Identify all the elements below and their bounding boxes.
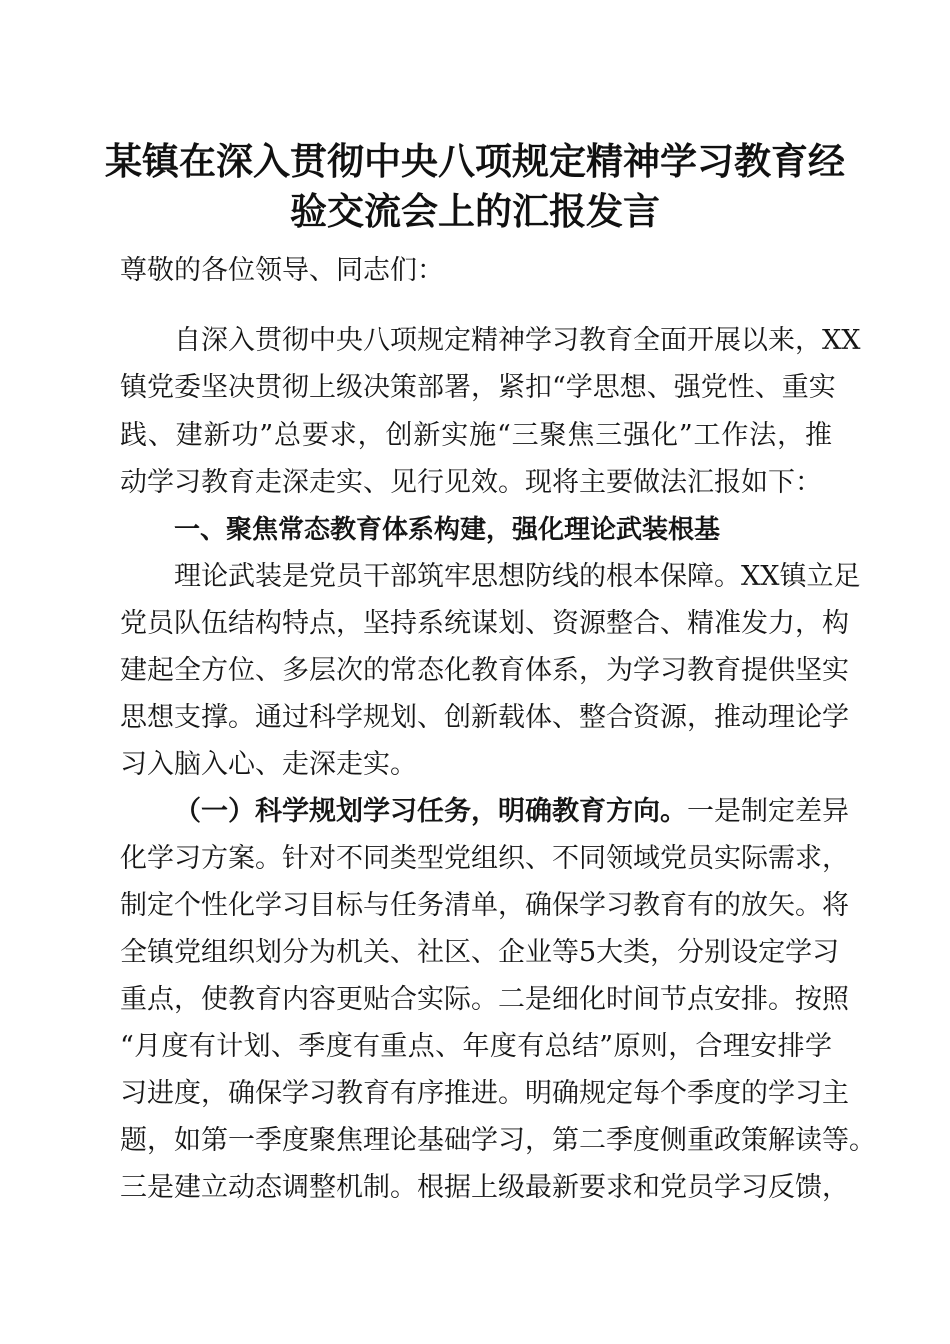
section-1-paragraph-line: 理论武装是党员干部筑牢思想防线的根本保障。XX镇立足 — [174, 561, 861, 592]
subsection-1-line: 化学习方案。针对不同类型党组织、不同领域党员实际需求， — [120, 843, 849, 874]
subsection-1-line: 全镇党组织划分为机关、社区、企业等5大类，分别设定学习 — [120, 937, 840, 968]
intro-line: 自深入贯彻中央八项规定精神学习教育全面开展以来，XX — [174, 325, 861, 356]
intro-line: 践、建新功”总要求，创新实施“三聚焦三强化”工作法，推 — [120, 420, 832, 451]
intro-line: 镇党委坚决贯彻上级决策部署，紧扣“学思想、强党性、重实 — [120, 372, 836, 403]
subsection-1-first-line — [174, 794, 849, 830]
subsection-1-line: 题，如第一季度聚焦理论基础学习，第二季度侧重政策解读等。 — [120, 1125, 876, 1156]
subsection-1-line: 重点，使教育内容更贴合实际。二是细化时间节点安排。按照 — [120, 984, 849, 1015]
section-1-heading: 一、聚焦常态教育体系构建，强化理论武装根基 — [174, 515, 721, 545]
section-1-paragraph-line: 思想支撑。通过科学规划、创新载体、整合资源，推动理论学 — [120, 702, 849, 733]
subsection-1-line: 三是建立动态调整机制。根据上级最新要求和党员学习反馈， — [120, 1172, 849, 1203]
section-1-paragraph-line: 建起全方位、多层次的常态化教育体系，为学习教育提供坚实 — [120, 655, 849, 686]
subsection-1-lead-text: 一是制定差异 — [687, 796, 849, 827]
document-title-line-1: 某镇在深入贯彻中央八项规定精神学习教育经 — [105, 139, 845, 183]
subsection-1-line: “月度有计划、季度有重点、年度有总结”原则，合理安排学 — [120, 1031, 832, 1062]
section-1-paragraph-line: 党员队伍结构特点，坚持系统谋划、资源整合、精准发力，构 — [120, 608, 849, 639]
greeting: 尊敬的各位领导、同志们： — [120, 255, 444, 286]
subsection-1-line: 习进度，确保学习教育有序推进。明确规定每个季度的学习主 — [120, 1078, 849, 1109]
section-1-paragraph-line: 习入脑入心、走深走实。 — [120, 749, 417, 780]
subsection-1-line: 制定个性化学习目标与任务清单，确保学习教育有的放矢。将 — [120, 890, 849, 921]
subsection-1-heading: （一）科学规划学习任务，明确教育方向。 — [174, 796, 687, 827]
document-title-line-2: 验交流会上的汇报发言 — [290, 189, 660, 233]
intro-line: 动学习教育走深走实、见行见效。现将主要做法汇报如下： — [120, 467, 822, 498]
